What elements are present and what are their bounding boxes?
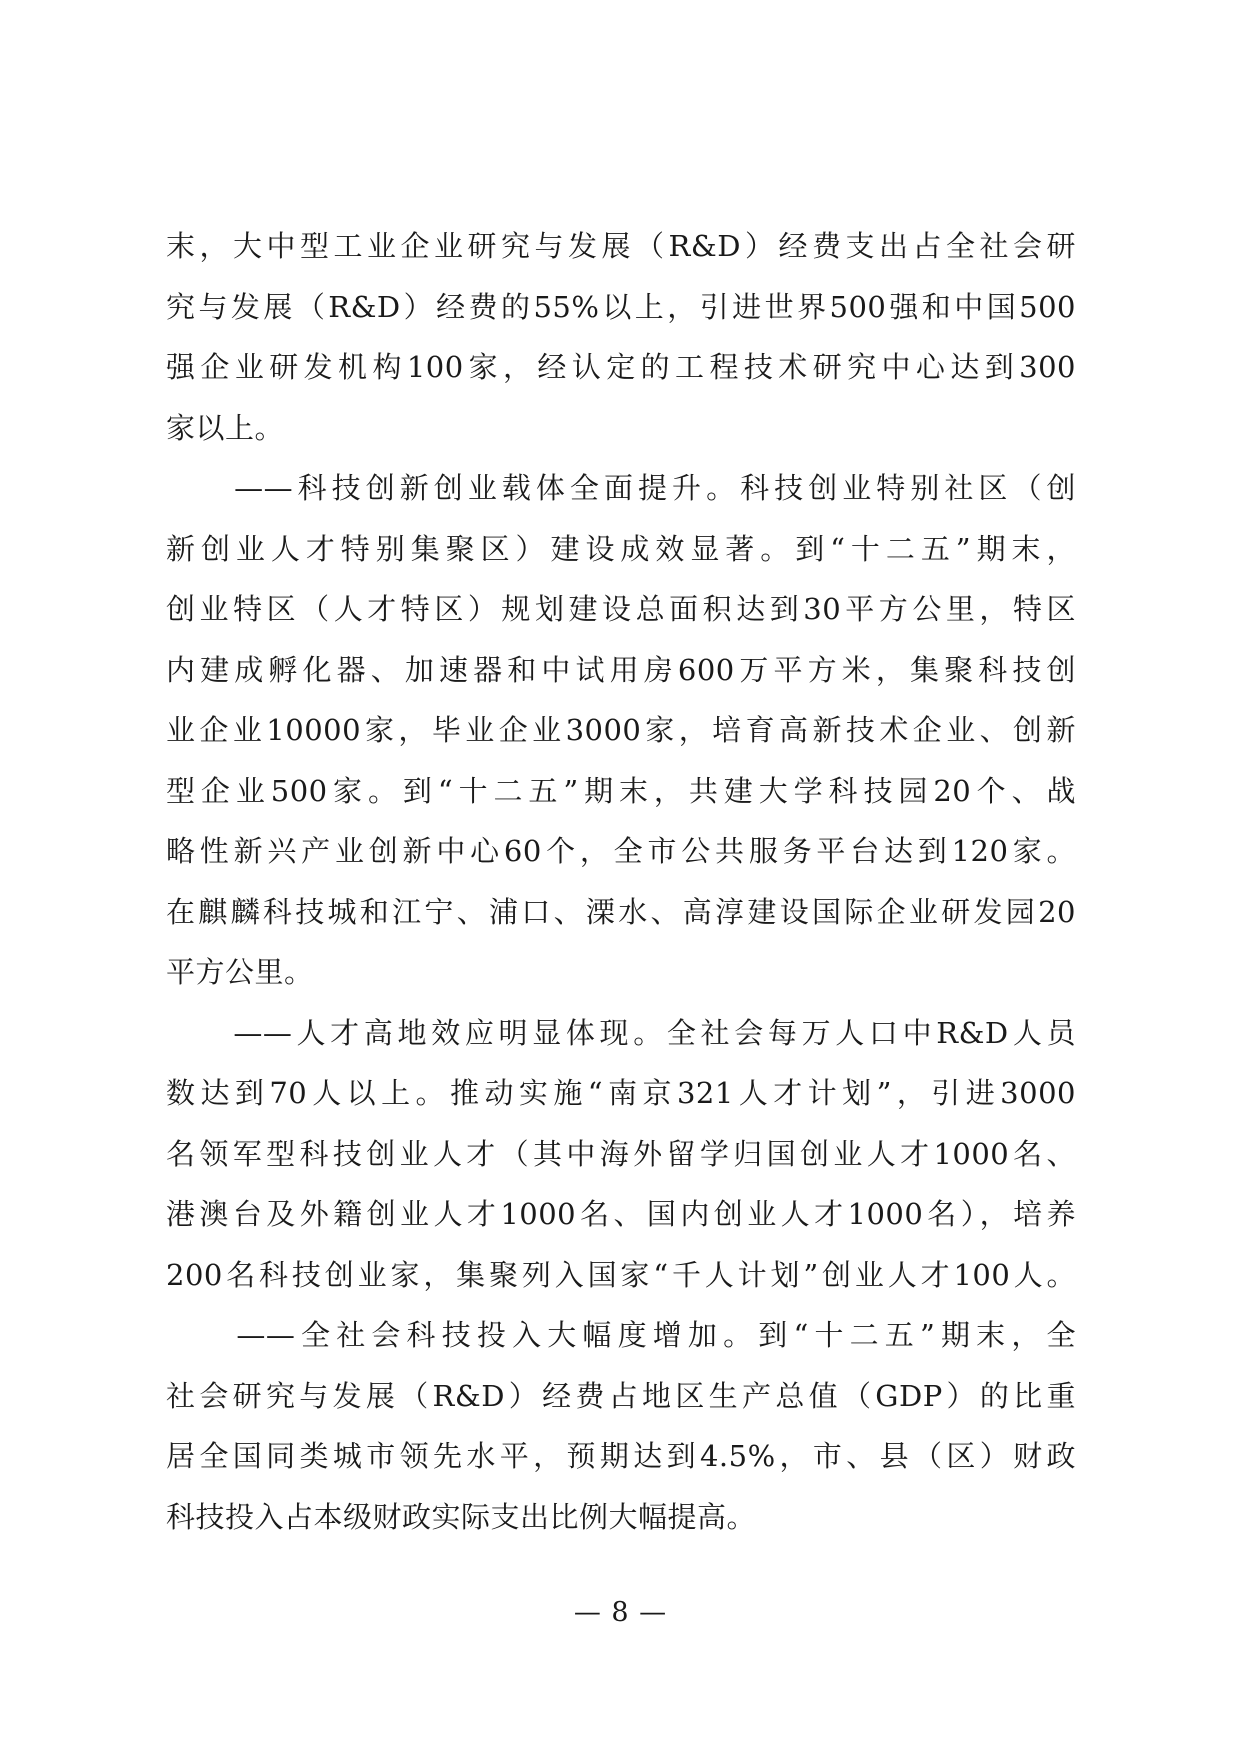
text-line: 创业特区（人才特区）规划建设总面积达到30平方公里，特区 [166,592,1076,626]
text-line: 家以上。 [166,410,285,445]
text-line: 港澳台及外籍创业人才1000名、国内创业人才1000名），培养 [166,1197,1076,1231]
text-line: 名领军型科技创业人才（其中海外留学归国创业人才1000名、 [166,1136,1076,1171]
text-line: 末，大中型工业企业研究与发展（R&D）经费支出占全社会研 [166,229,1076,263]
text-line: 社会研究与发展（R&D）经费占地区生产总值（GDP）的比重 [166,1378,1076,1413]
text-line: ——人才高地效应明显体现。全社会每万人口中R&D人员 [166,1015,1076,1050]
text-line: ——全社会科技投入大幅度增加。到“十二五”期末，全 [166,1318,1076,1352]
text-line: 科技投入占本级财政实际支出比例大幅提高。 [166,1499,757,1534]
text-line: 在麒麟科技城和江宁、浦口、溧水、高淳建设国际企业研发园20 [166,894,1076,929]
text-line: 数达到70人以上。推动实施“南京321人才计划”，引进3000 [166,1076,1076,1110]
text-line: 究与发展（R&D）经费的55%以上，引进世界500强和中国500 [166,289,1076,324]
text-line: 略性新兴产业创新中心60个，全市公共服务平台达到120家。 [166,834,1076,868]
text-line: 新创业人才特别集聚区）建设成效显著。到“十二五”期末， [166,531,1076,566]
text-line: 强企业研发机构100家，经认定的工程技术研究中心达到300 [166,350,1076,384]
text-line: 型企业500家。到“十二五”期末，共建大学科技园20个、战 [166,773,1076,808]
text-line: 居全国同类城市领先水平，预期达到4.5%，市、县（区）财政 [166,1439,1076,1473]
text-line: ——科技创新创业载体全面提升。科技创业特别社区（创 [166,471,1076,505]
text-line: 200名科技创业家，集聚列入国家“千人计划”创业人才100人。 [166,1257,1076,1292]
body-text [166,216,1076,1547]
page-number: — 8 — [573,1597,668,1628]
text-line: 内建成孵化器、加速器和中试用房600万平方米，集聚科技创 [166,652,1076,687]
text-line: 业企业10000家，毕业企业3000家，培育高新技术企业、创新 [166,713,1076,747]
text-line: 平方公里。 [166,955,314,989]
